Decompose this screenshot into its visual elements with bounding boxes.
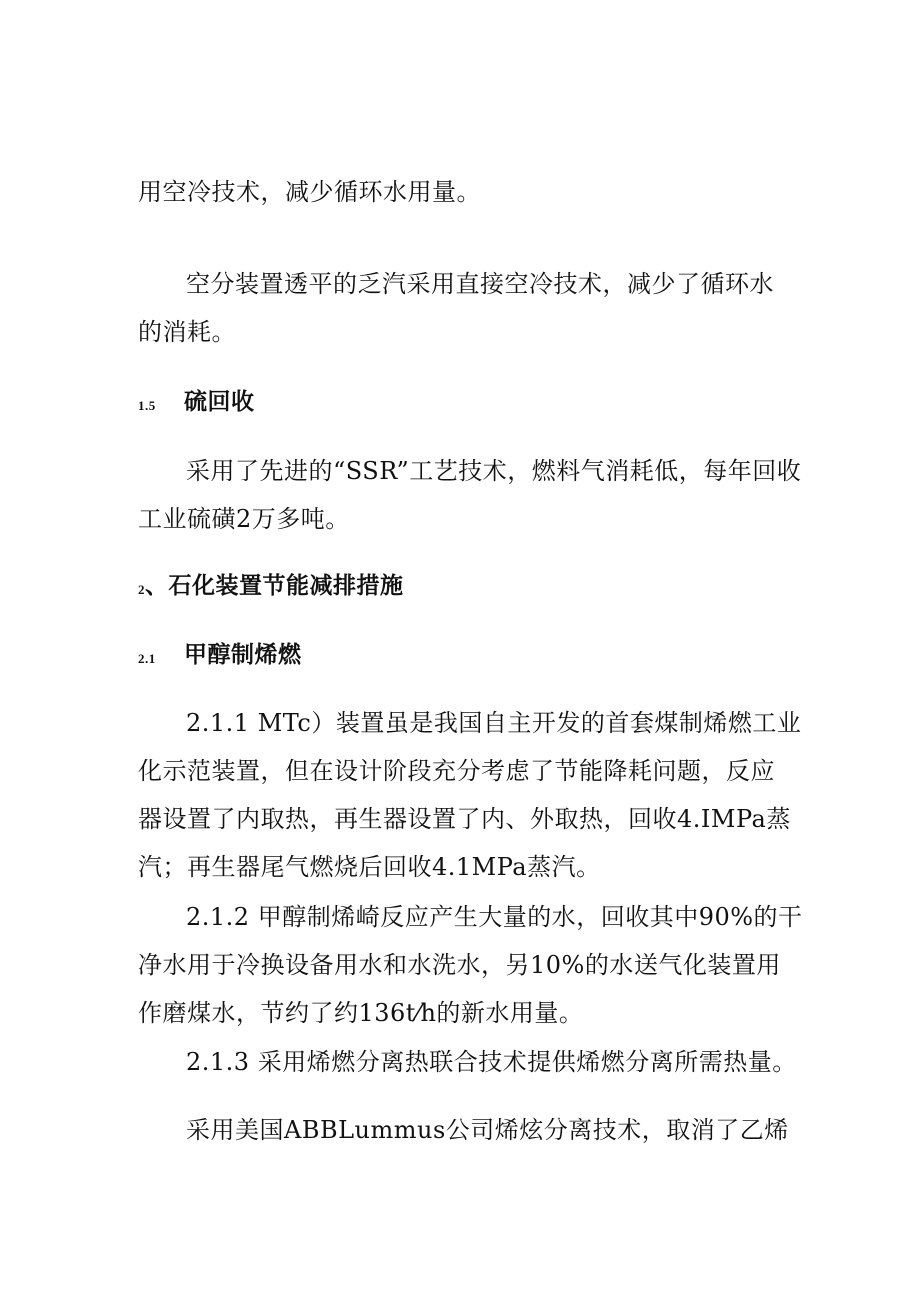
paragraph-line: 采用了先进的“SSR”工艺技术，燃料气消耗低，每年回收 [186,457,802,485]
paragraph-line: 用空冷技术，减少循环水用量。 [138,178,481,206]
section-heading-2 [138,572,404,601]
section-title: 硫回收 [184,389,255,415]
paragraph-line: 化示范装置，但在设计阶段充分考虑了节能降耗问题，反应 [138,757,775,785]
paragraph-line: 器设置了内取热，再生器设置了内、外取热，回收4.IMPa蒸 [138,805,791,833]
paragraph-line: 汽；再生器尾气燃烧后回收4.1MPa蒸汽。 [138,853,601,881]
paragraph-line: 净水用于冷换设备用水和水洗水，另10%的水送气化装置用 [138,951,781,979]
section-title: 、石化装置节能减排措施 [145,573,404,599]
section-heading-1-5 [138,388,255,417]
paragraph-line: 工业硫磺2万多吨。 [138,505,350,533]
paragraph-line: 2.1.1 MTc）装置虽是我国自主开发的首套煤制烯燃工业 [186,709,802,737]
paragraph-line: 2.1.2 甲醇制烯崎反应产生大量的水，回收其中90%的干 [186,903,803,931]
paragraph-line: 2.1.3 采用烯燃分离热联合技术提供烯燃分离所需热量。 [186,1048,797,1076]
section-number: 1.5 [138,397,156,413]
paragraph-line: 的消耗。 [138,318,236,346]
section-title: 甲醇制烯燃 [184,642,302,668]
section-heading-2-1 [138,641,302,670]
paragraph-line: 采用美国ABBLummus公司烯炫分离技术，取消了乙烯 [186,1116,789,1144]
paragraph-line: 作磨煤水，节约了约136t⁄h的新水用量。 [138,999,584,1027]
section-number: 2.1 [138,650,156,666]
section-number: 2 [138,581,145,597]
paragraph-line: 空分装置透平的乏汽采用直接空冷技术，减少了循环水 [186,270,774,298]
